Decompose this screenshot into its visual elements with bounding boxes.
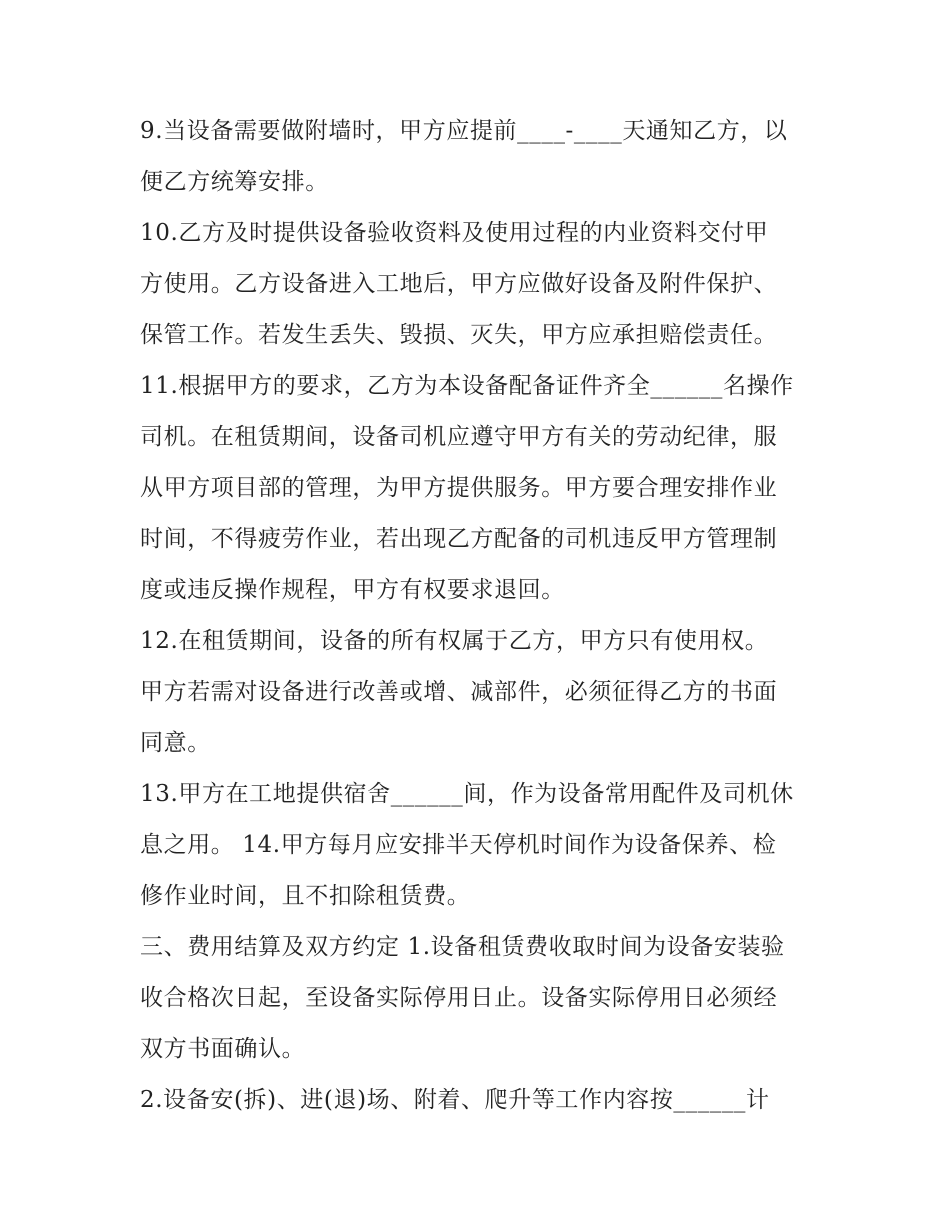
text-line: 修作业时间，且不扣除租赁费。 (140, 883, 471, 909)
text-line: 双方书面确认。 (140, 1036, 306, 1062)
text-line: 收合格次日起，至设备实际停用日止。设备实际停用日必须经 (140, 985, 778, 1011)
text-line: 便乙方统筹安排。 (140, 169, 329, 195)
text-line: 从甲方项目部的管理，为甲方提供服务。甲方要合理安排作业 (140, 475, 778, 501)
text-line: 息之用。 14.甲方每月应安排半天停机时间作为设备保养、检 (140, 832, 777, 858)
text-line: 时间，不得疲劳作业，若出现乙方配备的司机违反甲方管理制 (140, 526, 778, 552)
text-line: 2.设备安(拆)、进(退)场、附着、爬升等工作内容按______计 (140, 1087, 770, 1113)
document-body (140, 106, 820, 1126)
text-line: 11.根据甲方的要求，乙方为本设备配备证件齐全______名操作 (140, 373, 794, 399)
text-line: 同意。 (140, 730, 211, 756)
text-line: 保管工作。若发生丢失、毁损、灭失，甲方应承担赔偿责任。 (140, 322, 778, 348)
text-line: 10.乙方及时提供设备验收资料及使用过程的内业资料交付甲 (140, 220, 769, 246)
text-line: 甲方若需对设备进行改善或增、减部件，必须征得乙方的书面 (140, 679, 778, 705)
text-line: 13.甲方在工地提供宿舍______间，作为设备常用配件及司机休 (140, 781, 794, 807)
text-line: 方使用。乙方设备进入工地后，甲方应做好设备及附件保护、 (140, 271, 778, 297)
text-line: 三、费用结算及双方约定 1.设备租赁费收取时间为设备安装验 (140, 934, 785, 960)
text-line: 12.在租赁期间，设备的所有权属于乙方，甲方只有使用权。 (140, 628, 769, 654)
text-line: 度或违反操作规程，甲方有权要求退回。 (140, 577, 565, 603)
text-line: 司机。在租赁期间，设备司机应遵守甲方有关的劳动纪律，服 (140, 424, 778, 450)
text-line: 9.当设备需要做附墙时，甲方应提前____-____天通知乙方，以 (140, 118, 788, 144)
